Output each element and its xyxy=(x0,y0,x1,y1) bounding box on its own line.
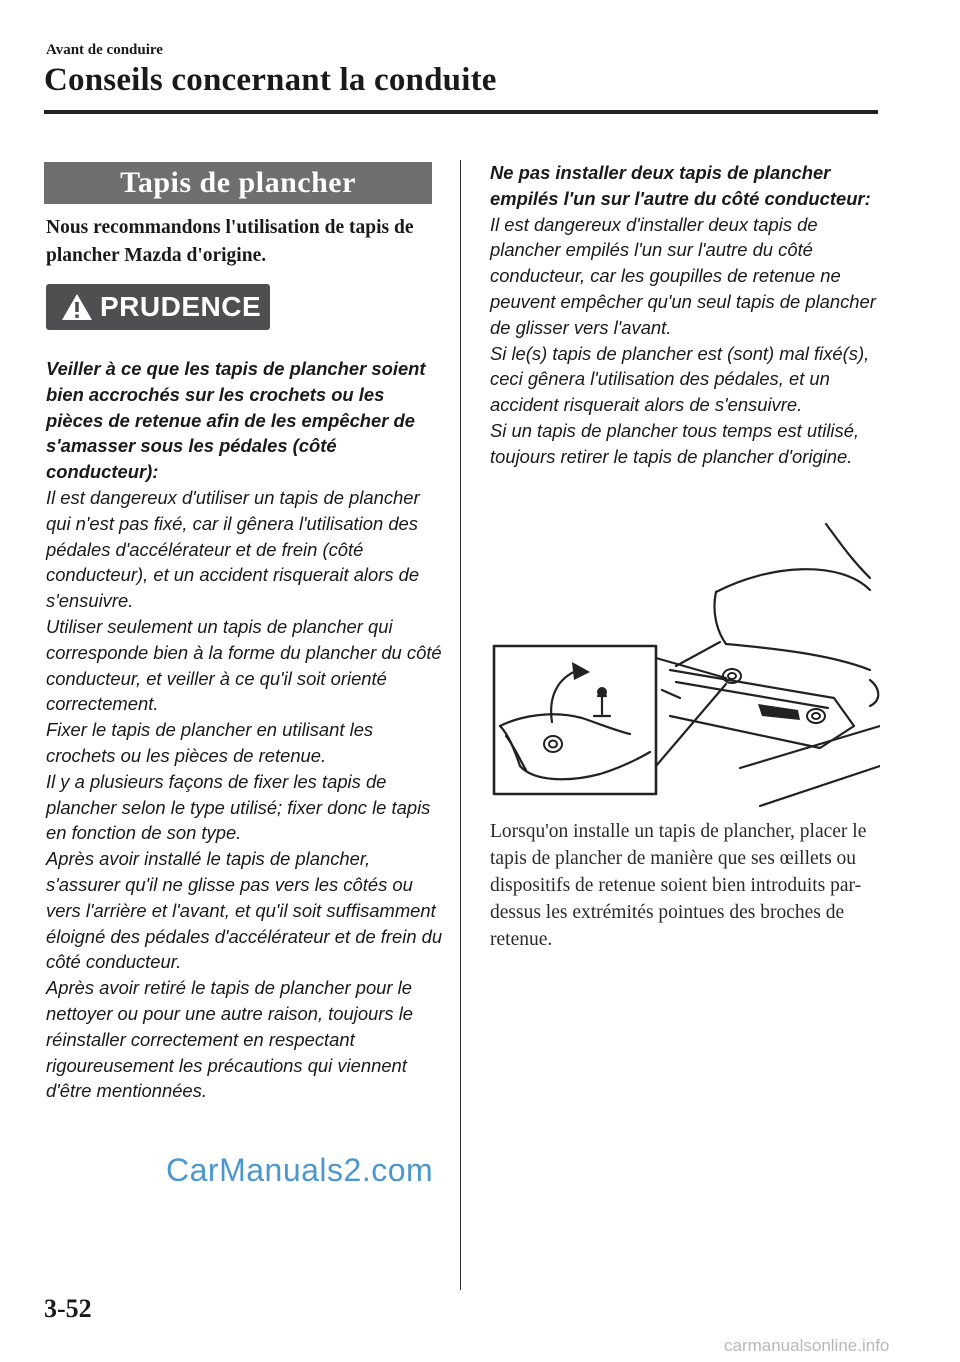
figure-caption: Lorsqu'on installe un tapis de plancher, placer le tapis de plancher de manière que ses œillets ou dispositifs de retenue soient bien introduits par-dessus les extrémités pointues des broches de retenue. xyxy=(490,821,867,950)
watermark: CarManuals2.com xyxy=(166,1152,434,1188)
left-warning xyxy=(46,356,446,1104)
column-divider xyxy=(460,160,461,1290)
left-warning-paragraph: Après avoir installé le tapis de plancher, s'assurer qu'il ne glisse pas vers les côtés ou vers l'arrière et l'avant, et qu'il soit suffisamment éloigné des pédales d'accélérateur et de frein du côté conducteur. xyxy=(46,848,443,973)
warning-triangle-icon xyxy=(60,292,94,322)
left-warning-paragraph: Après avoir retiré le tapis de plancher pour le nettoyer ou pour une autre raison, toujours le réinstaller correctement en respectant rigoureusement les précautions qui viennent d'être mentionnées. xyxy=(46,977,414,1102)
section-heading: Tapis de plancher xyxy=(44,162,432,204)
footer-site: carmanualsonline.info xyxy=(724,1336,890,1355)
chapter-kicker: Avant de conduire xyxy=(46,42,163,58)
left-warning-paragraph: Il y a plusieurs façons de fixer les tapis de plancher selon le type utilisé; fixer donc le tapis en fonction de son type. xyxy=(46,770,431,844)
caution-banner xyxy=(46,284,270,330)
right-warning-paragraph: Si le(s) tapis de plancher est (sont) mal fixé(s), ceci gênera l'utilisation des pédales, et un accident risquerait alors de s'ensuivre. xyxy=(490,342,870,416)
right-warning-heading: Ne pas installer deux tapis de plancher empilés l'un sur l'autre du côté conducteur: xyxy=(490,162,871,209)
left-warning-paragraph: Utiliser seulement un tapis de plancher qui corresponde bien à la forme du plancher du côté conducteur, et veiller à ce qu'il soit orienté correctement. xyxy=(46,615,442,715)
left-warning-paragraph: Fixer le tapis de plancher en utilisant les crochets ou les pièces de retenue. xyxy=(46,719,374,766)
page-title: Conseils concernant la conduite xyxy=(44,62,497,98)
left-warning-paragraph: Il est dangereux d'utiliser un tapis de plancher qui n'est pas fixé, car il gênera l'utilisation des pédales d'accélérateur et de frein (côté conducteur), et un accident risquerait alors de s'ensuivre. xyxy=(46,486,420,612)
left-warning-heading: Veiller à ce que les tapis de plancher soient bien accrochés sur les crochets ou les pièces de retenue afin de les empêcher de s'amasser sous les pédales (côté conducteur): xyxy=(46,358,426,483)
title-rule xyxy=(44,110,878,114)
right-warning-paragraph: Si un tapis de plancher tous temps est utilisé, toujours retirer le tapis de plancher d'origine. xyxy=(490,419,860,467)
section-intro: Nous recommandons l'utilisation de tapis de plancher Mazda d'origine. xyxy=(46,217,414,266)
floor-mat-illustration xyxy=(490,520,880,810)
right-warning xyxy=(490,160,880,470)
page-number: 3-52 xyxy=(44,1294,92,1323)
right-warning-paragraph: Il est dangereux d'installer deux tapis de plancher empilés l'un sur l'autre du côté conducteur, car les goupilles de retenue ne peuvent empêcher qu'un seul tapis de plancher de glisser vers l'avant. xyxy=(490,213,876,338)
caution-label: PRUDENCE xyxy=(100,291,262,322)
